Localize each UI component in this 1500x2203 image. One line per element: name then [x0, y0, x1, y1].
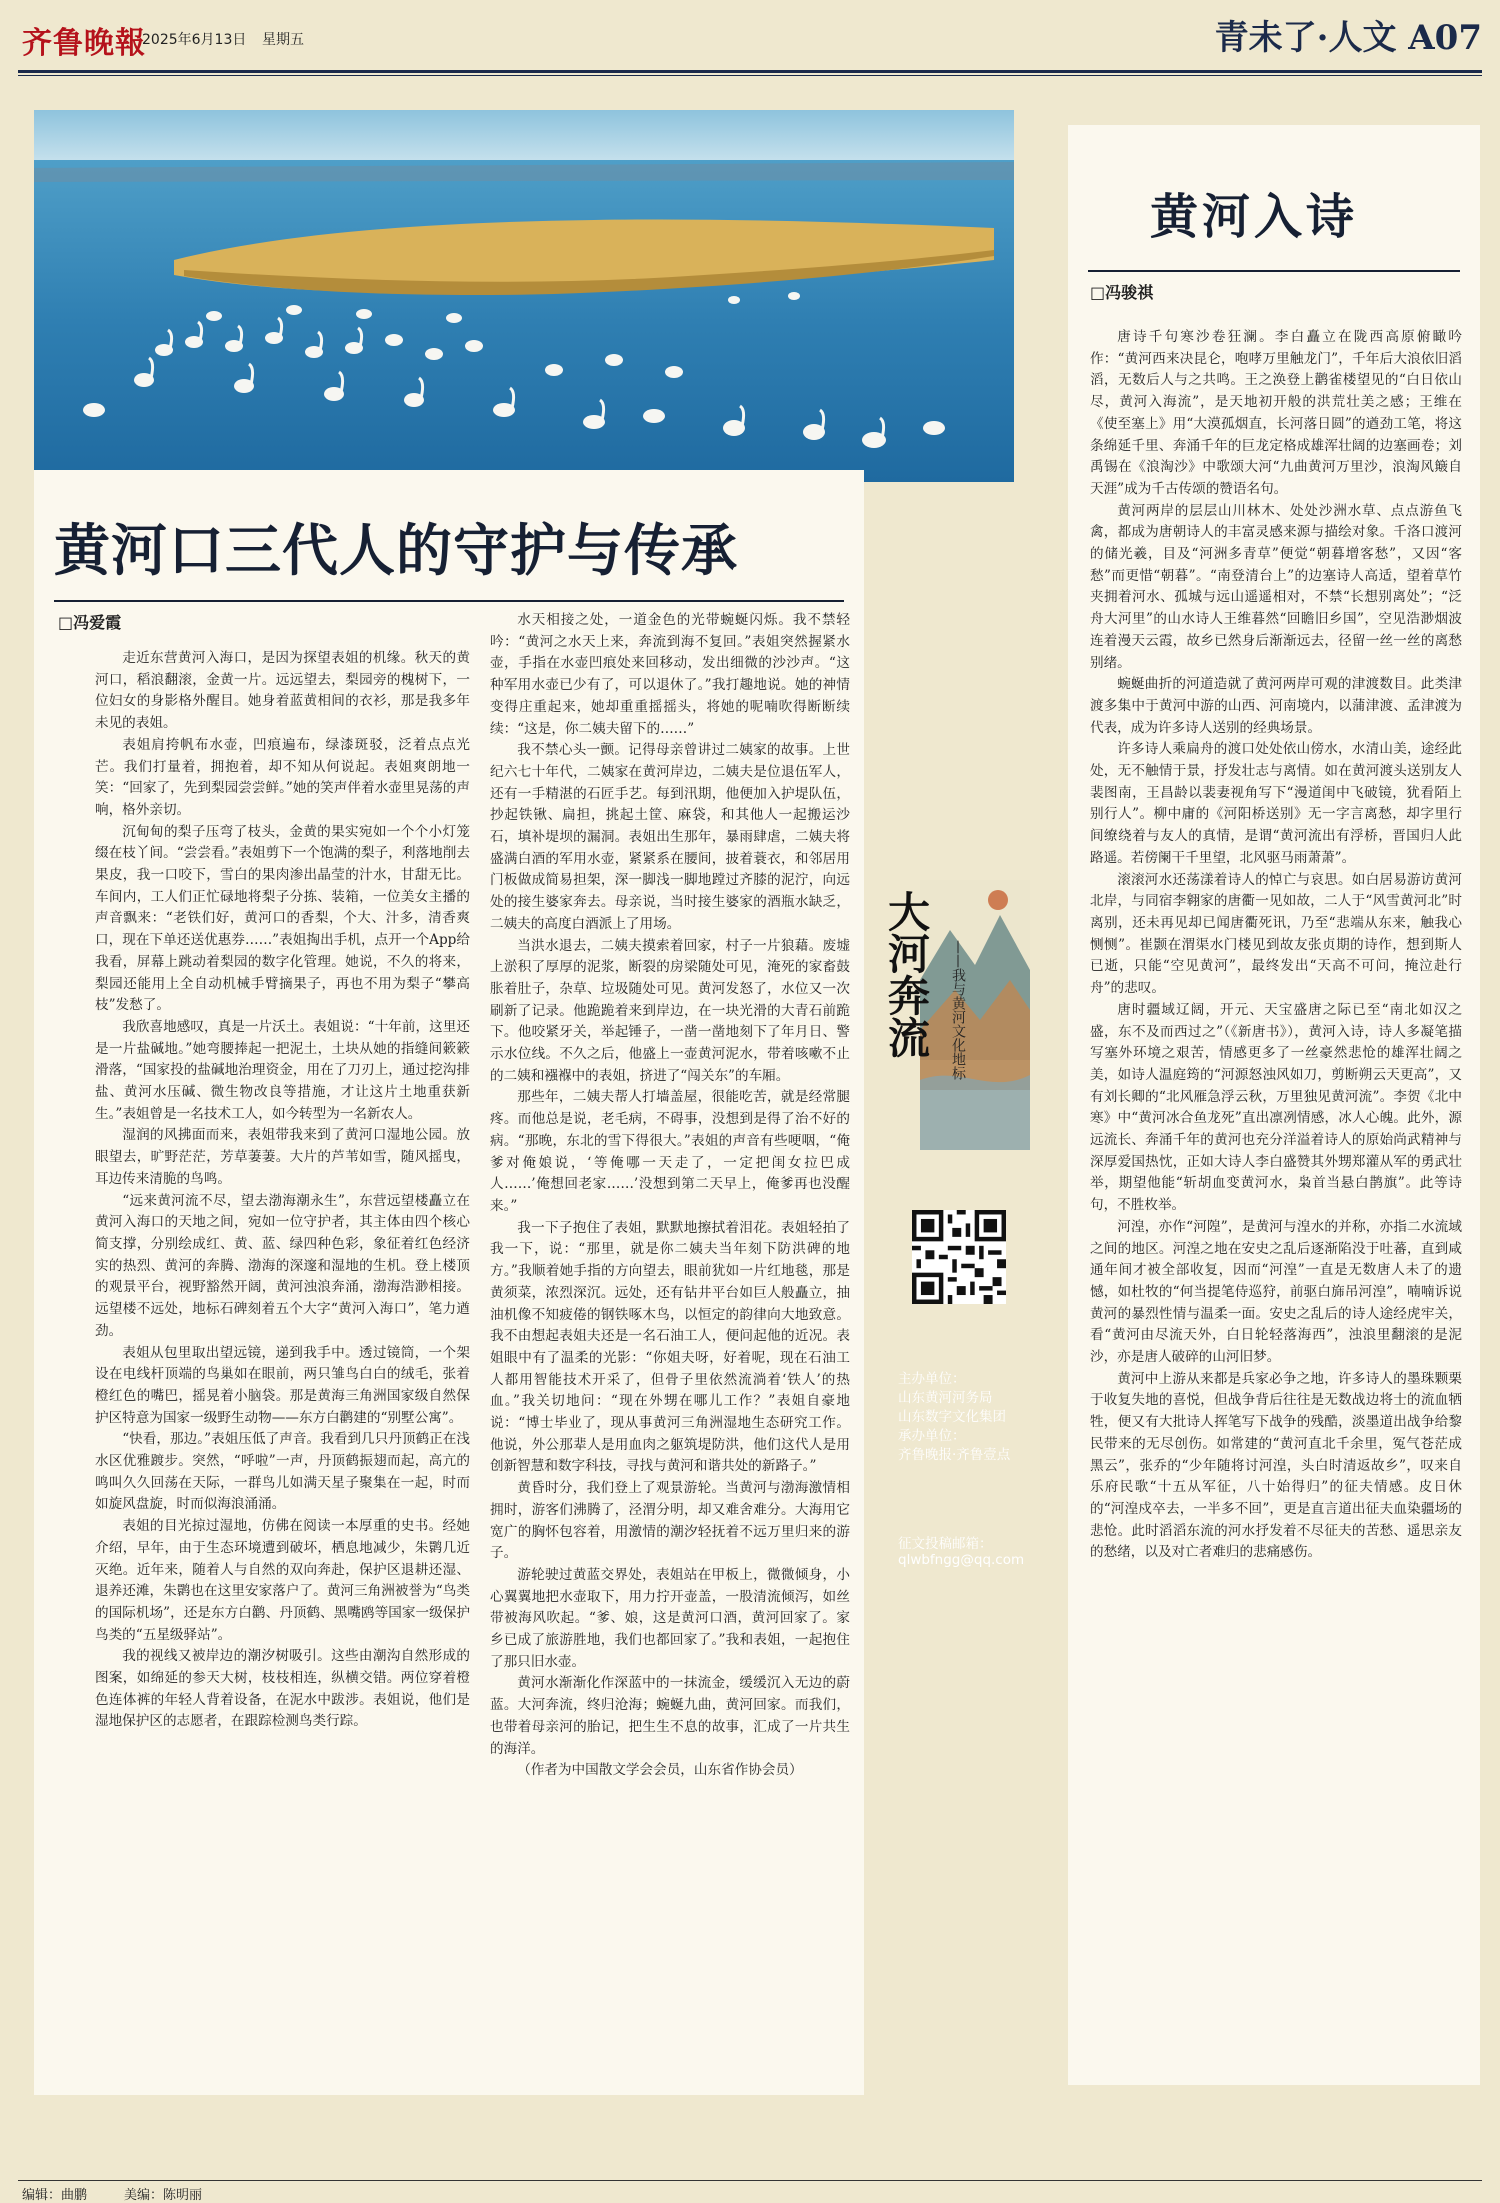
issue-weekday: 星期五 — [262, 32, 304, 48]
column-title: 大河奔流 — [882, 890, 931, 1058]
header-rule-thin — [18, 75, 1482, 76]
column-subtitle: ——我与黄河文化地标 — [950, 940, 966, 1080]
right-article-author: □冯骏祺 — [1090, 283, 1154, 302]
footer-editor: 编辑：曲鹏 — [22, 2188, 88, 2203]
paragraph: 湿润的风拂面而来，表姐带我来到了黄河口湿地公园。放眼望去，旷野茫茫，芳草萋萋。大片的芦苇如雪，随风摇曳，耳边传来清脆的鸟鸣。 — [95, 1127, 470, 1187]
paragraph: 我欣喜地感叹，真是一片沃土。表姐说：“十年前，这里还是一片盐碱地。”她弯腰捧起一把泥土，土块从她的指缝间簌簌滑落，“国家投的盐碱地治理资金，用在了刀刃上，通过挖沟排盐、黄河水压碱、微生物改良等措施，才让这片土地重获新生。”表姐曾是一名技术工人，如今转型为一名新农人。 — [95, 1018, 470, 1122]
paragraph: 黄河中上游从来都是兵家必争之地，许多诗人的墨珠颗栗于收复失地的喜悦，但战争背后往往是无数战边将士的流血牺牲，便又有大批诗人挥笔写下战争的残酷，淡墨道出战争给黎民带来的无尽创伤。如常建的“黄河直北千余里，冤气苍茫成黑云”，张乔的“少年随将讨河湟，头白时清返故乡”，叹来自乐府民歌“十五从军征，八十始得归”的征夫情感。皮日休的“河湟戍卒去，一半多不回”，更是直言道出征夫血染疆场的悲怆。此时滔滔东流的河水抒发着不尽征夫的苦愁、遥思亲友的愁绪，以及对亡者难归的悲痛感伤。 — [1090, 1370, 1462, 1561]
paragraph: 我一下子抱住了表姐，默默地擦拭着泪花。表姐轻拍了我一下，说：“那里，就是你二姨夫当年刻下防洪碑的地方。”我顺着她手指的方向望去，眼前犹如一片红地毯，那是黄须菜，浓烈深沉。远处，还有钻井平台如巨人般矗立，抽油机像不知疲倦的钢铁啄木鸟，以恒定的韵律向大地致意。我不由想起表姐夫还是一名石油工人，便问起他的近况。表姐眼中有了温柔的光影：“你姐夫呀，好着呢，现在石油工人都用智能技术开采了，但骨子里依然流淌着‘铁人’的热血。”我关切地问：“现在外甥在哪儿工作？”表姐自豪地说：“博士毕业了，现从事黄河三角洲湿地生态研究工作。他说，外公那辈人是用血肉之躯筑堤防洪，他们这代人是用创新智慧和数字科技，寻找与黄河和谐共处的新路子。” — [490, 1219, 850, 1475]
paragraph: 唐时疆域辽阔，开元、天宝盛唐之际已至“南北如汉之盛，东不及而西过之”（《新唐书》），黄河入诗，诗人多凝笔描写塞外环境之艰苦，情感更多了一丝豪然悲怆的雄浑壮阔之美，如诗人温庭筠的“河源怒浊风如刀，剪断朔云天更高”，又有刘长卿的“北风雁急浮云秋，万里独见黄河流”。李贺《北中寒》中“黄河冰合鱼龙死”直出凛冽情感，冰人心魄。此外，源远流长、奔涌千年的黄河也充分洋溢着诗人的原始尚武精神与深厚爱国热忱，正如大诗人李白盛赞其外甥郑灌从军的勇武壮举，期望他能“斩胡血变黄河水，枭首当悬白鹊旗”。此等诗句，不胜枚举。 — [1090, 1001, 1462, 1214]
paragraph: 水天相接之处，一道金色的光带蜿蜒闪烁。我不禁轻吟：“黄河之水天上来，奔流到海不复回。”表姐突然握紧水壶，手指在水壶凹痕处来回移动，发出细微的沙沙声。“这种军用水壶已少有了，可以退休了。”我打趣地说。她的神情变得庄重起来，她却重重摇摇头，将她的呢喃吹得断断续续：“这是，你二姨夫留下的……” — [490, 612, 850, 737]
paragraph: 那些年，二姨夫帮人打墙盖屋，很能吃苦，就是经常腿疼。而他总是说，老毛病，不碍事，没想到是得了治不好的病。“那晚，东北的雪下得很大。”表姐的声音有些哽咽，“俺爹对俺娘说，‘等俺哪一天走了，一定把闺女拉巴成人……’俺想回老家……’没想到第二天早上，俺爹再也没醒来。” — [490, 1089, 850, 1214]
section-title: 青未了·人文 A07 — [1214, 18, 1482, 58]
paragraph: 蜿蜒曲折的河道造就了黄河两岸可观的津渡数目。此类津渡多集中于黄河中游的山西、河南境内，以蒲津渡、孟津渡为代表，成为许多诗人送别的经典场景。 — [1090, 676, 1462, 736]
paragraph: 河湟，亦作“河隍”，是黄河与湟水的并称，亦指二水流域之间的地区。河湟之地在安史之乱后逐渐陷没于吐蕃，直到咸通年间才被全部收复，因而“河湟”一直是无数唐人未了的遗憾，如杜牧的“何当提笔侍巡狩，前驱白旆吊河湟”，喃喃诉说黄河的暴烈性情与温柔一面。安史之乱后的诗人途经虎牢关，看“黄河由尽流天外，白日轮轻落海西”，浊浪里翻滚的是泥沙，亦是唐人破碎的山河旧梦。 — [1090, 1218, 1462, 1366]
submission-email-label: 征文投稿邮箱： — [898, 1536, 993, 1552]
paragraph: 我不禁心头一颤。记得母亲曾讲过二姨家的故事。上世纪六七十年代，二姨家在黄河岸边，二姨夫是位退伍军人，还有一手精湛的石匠手艺。每到汛期，他便加入护堤队伍，抄起铁锹、扁担，挑起土筐、麻袋，和其他人一起搬运沙石，填补堤坝的漏洞。表姐出生那年，暴雨肆虐，二姨夫将盛满白酒的军用水壶，紧紧系在腰间，披着蓑衣，和邻居用门板做成简易担架，深一脚浅一脚地蹚过齐膝的泥泞，向远处的接生婆家奔去。母亲说，当时接生婆家的酒瓶水缺乏，二姨夫的高度白酒派上了用场。 — [490, 742, 850, 932]
organizer-line: 承办单位： — [898, 1428, 966, 1444]
organizer-line: 齐鲁晚报·齐鲁壹点 — [898, 1447, 1011, 1463]
paragraph: 我的视线又被岸边的潮汐树吸引。这些由潮沟自然形成的图案，如绵延的参天大树，枝枝相连，纵横交错。两位穿着橙色连体裤的年轻人背着设备，在泥水中跋涉。表姐说，他们是湿地保护区的志愿者，在跟踪检测鸟类行踪。 — [95, 1648, 470, 1730]
organizer-info — [898, 1370, 1048, 1465]
paragraph: 表姐肩挎帆布水壶，凹痕遍布，绿漆斑驳，泛着点点光芒。我们打量着，拥抱着，却不知从何说起。表姐爽朗地一笑：“回家了，先到梨园尝尝鲜。”她的笑声伴着水壶里晃荡的声响，格外亲切。 — [95, 736, 470, 818]
paragraph: 游轮驶过黄蓝交界处，表姐站在甲板上，微微倾身，小心翼翼地把水壶取下，用力拧开壶盖，一股清流倾泻，如丝带被海风吹起。“爹、娘，这是黄河口酒，黄河回家了。家乡已成了旅游胜地，我们也都回家了。”我和表姐，一起抱住了那只旧水壶。 — [490, 1566, 850, 1670]
paragraph: 黄昏时分，我们登上了观景游轮。当黄河与渤海激情相拥时，游客们沸腾了，泾渭分明，却又难舍难分。大海用它宽广的胸怀包容着，用激情的潮汐轻抚着不远万里归来的游子。 — [490, 1480, 850, 1562]
column-logo — [880, 860, 1040, 1160]
estuary-swans-photo — [34, 110, 1014, 482]
paragraph: 表姐从包里取出望远镜，递到我手中。透过镜筒，一个架设在电线杆顶端的鸟巢如在眼前，两只雏鸟白白的绒毛，张着橙红色的嘴巴，摇晃着小脑袋。那是黄海三角洲国家级自然保护区特意为国家一级野生动物——东方白鹳建的“别墅公寓”。 — [95, 1344, 470, 1426]
organizer-line: 山东黄河河务局 — [898, 1390, 993, 1406]
left-article-author: □冯爱霞 — [58, 613, 122, 632]
paragraph: 黄河水渐渐化作深蓝中的一抹流金，缓缓沉入无边的蔚蓝。大河奔流，终归沧海；蜿蜒九曲，黄河回家。而我们，也带着母亲河的胎记，把生生不息的故事，汇成了一片共生的海洋。 — [490, 1675, 850, 1757]
paragraph: 沉甸甸的梨子压弯了枝头，金黄的果实宛如一个个小灯笼缀在枝丫间。“尝尝看。”表姐剪下一个饱满的梨子，利落地削去果皮，我一口咬下，雪白的果肉渗出晶莹的汁水，甘甜无比。车间内，工人们正忙碌地将梨子分拣、装箱，一位美女主播的声音飘来：“老铁们好，黄河口的香梨，个大、汁多，清香爽口，现在下单还送优惠券……”表姐掏出手机，点开一个App给我看，屏幕上跳动着梨园的数字化管理。她说，不久的将来，梨园还能用上全自动机械手臂摘果子，再也不用为梨子“攀高枝”发愁了。 — [95, 823, 470, 1014]
left-article-column-1 — [95, 648, 470, 2086]
right-title-rule — [1088, 270, 1460, 272]
right-article-column — [1090, 327, 1462, 2082]
left-article-column-2 — [490, 610, 850, 2070]
paragraph: 滚滚河水还荡漾着诗人的悼亡与哀思。如白居易游访黄河北岸，与同宿李翱家的唐衢一见如故，二人于“风雪黄河北”时离别，还未再见却已闻唐衢死讯，乃至“悲端从东来，触我心恻恻”。崔颢在渭渠水门楼见到故友张贞期的诗作，想到斯人已逝，只能“空见黄河”，最终发出“天高不可问，掩泣赴行舟”的悲叹。 — [1090, 871, 1462, 997]
issue-date: 2025年6月13日 — [142, 32, 247, 48]
paragraph: 许多诗人乘扁舟的渡口处处依山傍水，水清山美，途经此处，无不触情于景，抒发壮志与离情。如在黄河渡头送别友人裴图南，王昌龄以裴妻视角写下“漫道闺中飞破镜，犹看陌上别行人”。柳中庸的《河阳桥送别》无一字言离愁，却字里行间缭绕着与友人的真情，是谓“黄河流出有浮桥，晋国归人此路遥。若傍阑干千里望，北风驱马雨萧萧”。 — [1090, 741, 1462, 866]
organizer-line: 山东数字文化集团 — [898, 1409, 1006, 1425]
author-note: （作者为中国散文学会会员，山东省作协会员） — [517, 1762, 803, 1779]
paragraph: “远来黄河流不尽，望去渤海潮永生”，东营远望楼矗立在黄河入海口的天地之间，宛如一位守护者，其主体由四个核心简支撑，分别绘成红、黄、蓝、绿四种色彩，象征着红色经济实的热烈、黄河的奔腾、渤海的深邃和湿地的生机。登上楼顶的观景平台，视野豁然开阔，黄河浊浪奔涌，渤海浩渺相接。远望楼不远处，地标石碑刻着五个大字“黄河入海口”，笔力遒劲。 — [95, 1192, 470, 1339]
paragraph: 唐诗千句寒沙卷狂澜。李白矗立在陇西高原俯瞰吟作：“黄河西来决昆仑，咆哮万里触龙门”，千年后大浪依旧滔滔，无数后人与之共鸣。王之涣登上鹳雀楼望见的“白日依山尽，黄河入海流”，是天地初开般的洪荒壮美之感；王维在《使至塞上》用“大漠孤烟直，长河落日圆”的遒劲工笔，将这条绵延千里、奔涌千年的巨龙定格成雄浑壮阔的边塞画卷；刘禹锡在《浪淘沙》中歌颂大河“九曲黄河万里沙，浪淘风簸自天涯”成为千古传颂的赞语名句。 — [1090, 329, 1462, 497]
submission-email[interactable]: qlwbfngg@qq.com — [898, 1552, 1025, 1568]
left-title-rule — [54, 600, 844, 602]
paragraph: “快看，那边。”表姐压低了声音。我看到几只丹顶鹤正在浅水区优雅踱步。突然，“呼啦”一声，丹顶鹤振翅而起，高亢的鸣叫久久回荡在天际，一群鸟儿如满天星子聚集在一起，时而如旋风盘旋，时而似海浪涌涌。 — [95, 1431, 470, 1513]
newspaper-logo: 齐鲁晚報 — [22, 26, 146, 61]
qr-code-icon — [912, 1210, 1006, 1304]
qr-code[interactable] — [912, 1210, 1006, 1304]
organizer-line: 主办单位： — [898, 1371, 966, 1387]
paragraph: 当洪水退去，二姨夫摸索着回家，村子一片狼藉。废墟上淤积了厚厚的泥浆，断裂的房梁随处可见，淹死的家畜鼓胀着肚子，杂草、垃圾随处可见。黄河发怒了，水位又一次刷新了记录。他跪跪着来到岸边，在一块光滑的大青石前跪下。他咬紧牙关，举起锤子，一凿一凿地刻下了年月日、警示水位线。不久之后，他盛上一壶黄河泥水，带着咳嗽不止的二姨和襁褓中的表姐，挤进了“闯关东”的车厢。 — [490, 937, 850, 1084]
paragraph: 黄河两岸的层层山川林木、处处沙洲水草、点点游鱼飞禽，都成为唐朝诗人的丰富灵感来源与描绘对象。千洛口渡河的储光羲，目及“河洲多青草”便觉“朝暮增客愁”，又因“客愁”而更惜“朝暮”。“南登清台上”的边塞诗人高适，望着草竹夹拥着河水、孤城与远山遥遥相对，不禁“长想别离处”；“泛舟大河里”的山水诗人王维暮然“回瞻旧乡国”，空见浩渺烟波连着漫天云霞，故乡已然身后渐渐远去，径留一丝一丝的离愁别绪。 — [1090, 502, 1462, 671]
footer-rule — [18, 2180, 1482, 2181]
header-rule — [18, 70, 1482, 73]
left-article-title: 黄河口三代人的守护与传承 — [54, 518, 738, 584]
footer-designer: 美编：陈明丽 — [124, 2188, 203, 2203]
swans-photo-illustration — [34, 110, 1014, 482]
paragraph: 表姐的目光掠过湿地，仿佛在阅读一本厚重的史书。经她介绍，早年，由于生态环境遭到破坏，栖息地减少，朱鹮几近灭绝。近年来，随着人与自然的双向奔赴，保护区退耕还湿、退养还滩，朱鹮也在这里安家落户了。黄河三角洲被誉为“鸟类的国际机场”，还是东方白鹳、丹顶鹤、黑嘴鸥等国家一级保护鸟类的“五星级驿站”。 — [95, 1518, 470, 1643]
right-article-title: 黄河入诗 — [1150, 189, 1359, 245]
paragraph: 走近东营黄河入海口，是因为探望表姐的机缘。秋天的黄河口，稻浪翻滚，金黄一片。远远望去，梨园旁的槐树下，一位妇女的身影格外醒目。她身着蓝黄相间的衣衫，那是我多年未见的表姐。 — [95, 650, 470, 732]
